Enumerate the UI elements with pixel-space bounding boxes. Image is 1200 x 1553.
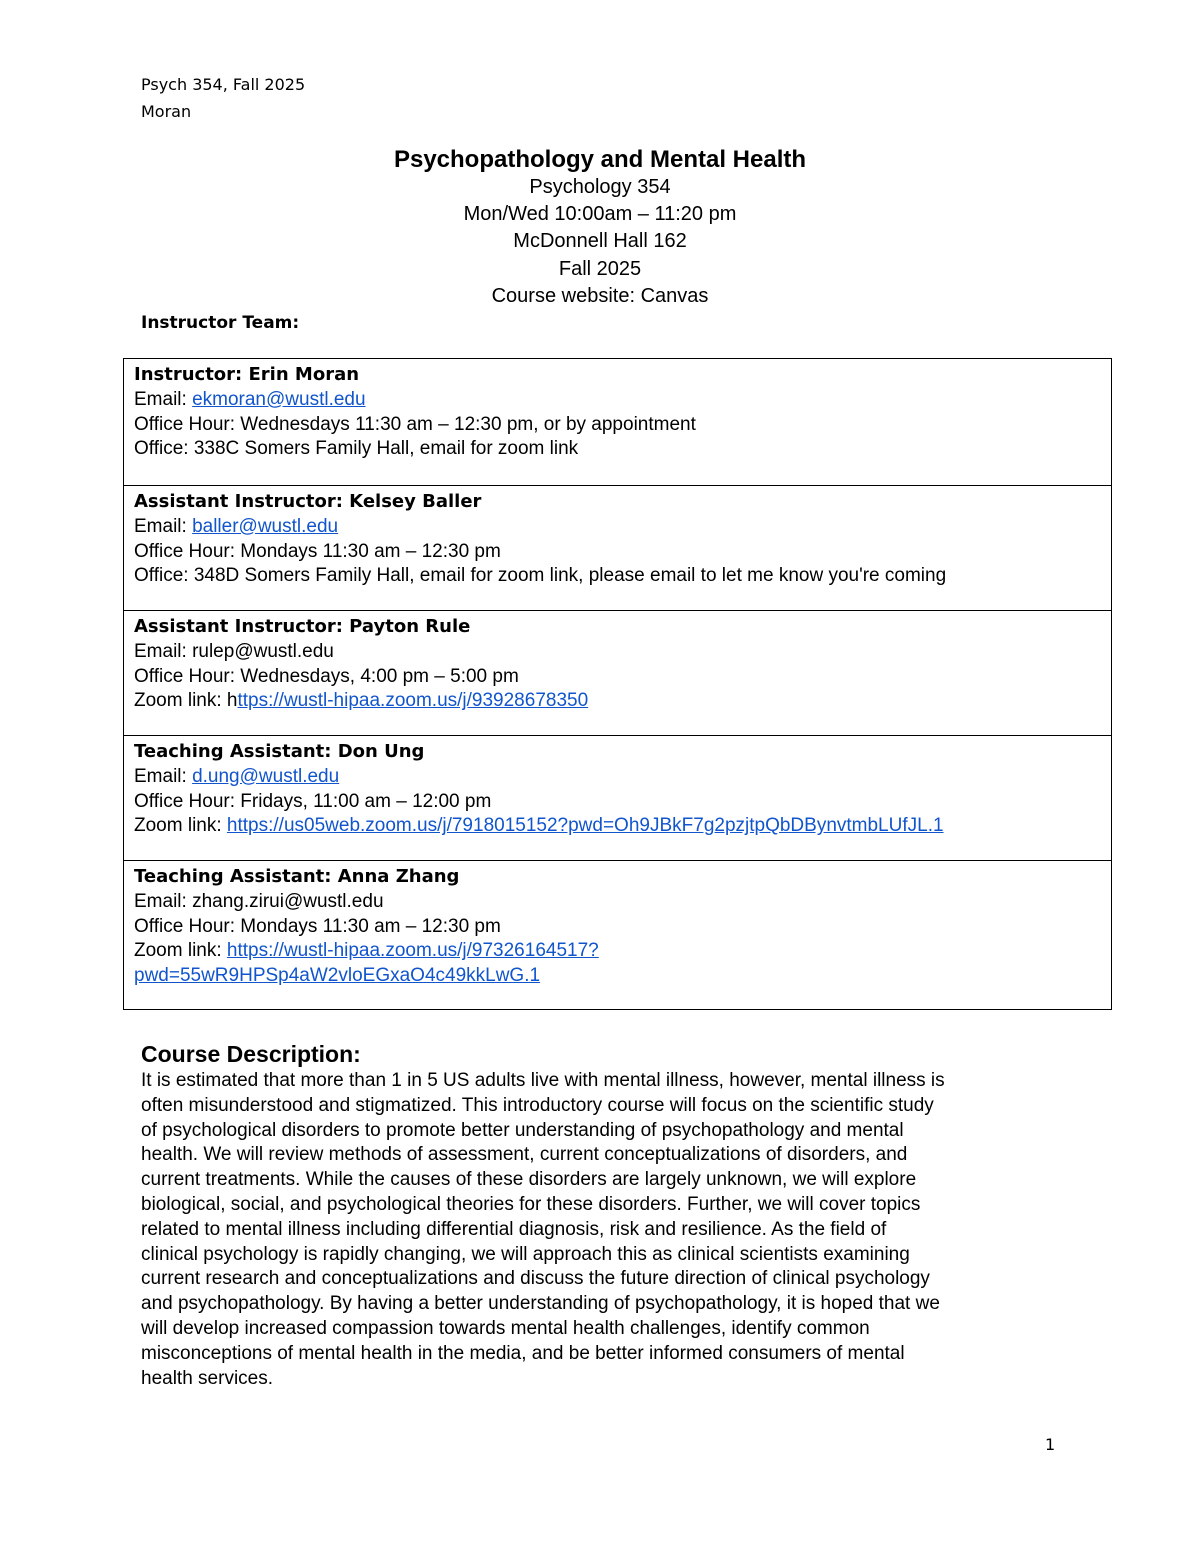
description-line: often misunderstood and stigmatized. This introductory course will focus on the scientific study [141,1094,934,1116]
zoom-link[interactable]: https://us05web.zoom.us/j/7918015152?pwd=Oh9JBkF7g2pzjtpQbDBynvtmbLUfJL.1 [226,815,944,837]
description-line: of psychological disorders to promote better understanding of psychopathology and mental [141,1119,904,1141]
member-email-line [134,388,1111,413]
email-link[interactable]: d.ung@wustl.edu [192,765,340,787]
member-heading: Instructor: Erin Moran [134,364,360,385]
team-member-cell [124,610,1111,735]
description-line: health. We will review methods of assessment, current conceptualizations of disorders, and [141,1144,908,1166]
description-line: clinical psychology is rapidly changing, we will approach this as clinical scientists examining [141,1243,910,1265]
description-line: related to mental illness including differential diagnosis, risk and resilience. As the field of [141,1218,887,1240]
description-line: and psychopathology. By having a better understanding of psychopathology, it is hoped that we [141,1293,940,1315]
member-email-line [134,515,1111,540]
member-office: Office: 348D Somers Family Hall, email for zoom link, please email to let me know you're coming [134,565,947,587]
zoom-link-continued[interactable]: pwd=55wR9HPSp4aW2vloEGxaO4c49kkLwG.1 [134,965,541,987]
member-office-hour: Office Hour: Wednesdays, 4:00 pm – 5:00 pm [134,665,519,687]
course-location: McDonnell Hall 162 [513,230,687,253]
instructor-team-table [123,358,1112,1010]
member-email-line: Email: zhang.zirui@wustl.edu [134,890,384,912]
course-website: Course website: Canvas [491,284,709,307]
zoom-label: Zoom link: [134,940,227,962]
description-line: misconceptions of mental health in the media, and be better informed consumers of mental [141,1342,905,1364]
description-line: It is estimated that more than 1 in 5 US adults live with mental illness, however, mental illness is [141,1070,945,1091]
member-office-hour: Office Hour: Mondays 11:30 am – 12:30 pm [134,915,501,937]
member-zoom-line [134,814,1111,839]
member-zoom-line [134,689,1111,714]
email-label: Email: [134,388,193,410]
instructor-team-label: Instructor Team: [141,313,300,333]
member-heading: Assistant Instructor: Kelsey Baller [134,491,482,512]
member-office-hour: Office Hour: Wednesdays 11:30 am – 12:30 pm, or by appointment [134,413,696,435]
description-line: will develop increased compassion towards mental health challenges, identify common [141,1317,870,1339]
course-description-heading: Course Description: [141,1041,361,1067]
member-heading: Assistant Instructor: Payton Rule [134,616,471,637]
member-zoom-line-continued [134,964,1111,989]
description-line: current research and conceptualizations and discuss the future direction of clinical psychology [141,1268,930,1290]
course-schedule: Mon/Wed 10:00am – 11:20 pm [463,203,737,226]
member-office: Office: 338C Somers Family Hall, email for zoom link [134,438,579,460]
member-email-line [134,765,1111,790]
description-line: health services. [141,1367,274,1389]
description-line: biological, social, and psychological theories for these disorders. Further, we will cover topics [141,1193,921,1215]
member-office-hour: Office Hour: Mondays 11:30 am – 12:30 pm [134,540,501,562]
zoom-link[interactable]: https://wustl-hipaa.zoom.us/j/97326164517? [226,940,599,962]
course-info [0,146,1200,310]
member-email-line: Email: rulep@wustl.edu [134,640,334,662]
zoom-link[interactable]: ttps://wustl-hipaa.zoom.us/j/93928678350 [237,690,589,712]
member-heading: Teaching Assistant: Anna Zhang [134,866,460,887]
course-term: Fall 2025 [558,257,642,280]
course-number: Psychology 354 [529,176,671,198]
team-member-cell [124,359,1111,485]
email-label: Email: [134,765,193,787]
course-description-text [141,1069,1076,1391]
member-office-hour: Office Hour: Fridays, 11:00 am – 12:00 pm [134,790,492,812]
course-title: Psychopathology and Mental Health [393,146,807,173]
email-label: Email: [134,515,193,537]
zoom-label: Zoom link: h [134,690,238,712]
team-member-cell [124,860,1111,1009]
header-author: Moran [141,102,192,121]
description-line: current treatments. While the causes of these disorders are largely unknown, we will explore [141,1169,917,1191]
member-zoom-line [134,939,1111,964]
header-course-term: Psych 354, Fall 2025 [141,75,306,94]
team-member-cell [124,735,1111,860]
member-heading: Teaching Assistant: Don Ung [134,741,425,762]
email-link[interactable]: baller@wustl.edu [192,515,339,537]
team-member-cell [124,485,1111,610]
email-link[interactable]: ekmoran@wustl.edu [192,388,366,410]
page-number: 1 [1045,1435,1056,1454]
zoom-label: Zoom link: [134,815,227,837]
